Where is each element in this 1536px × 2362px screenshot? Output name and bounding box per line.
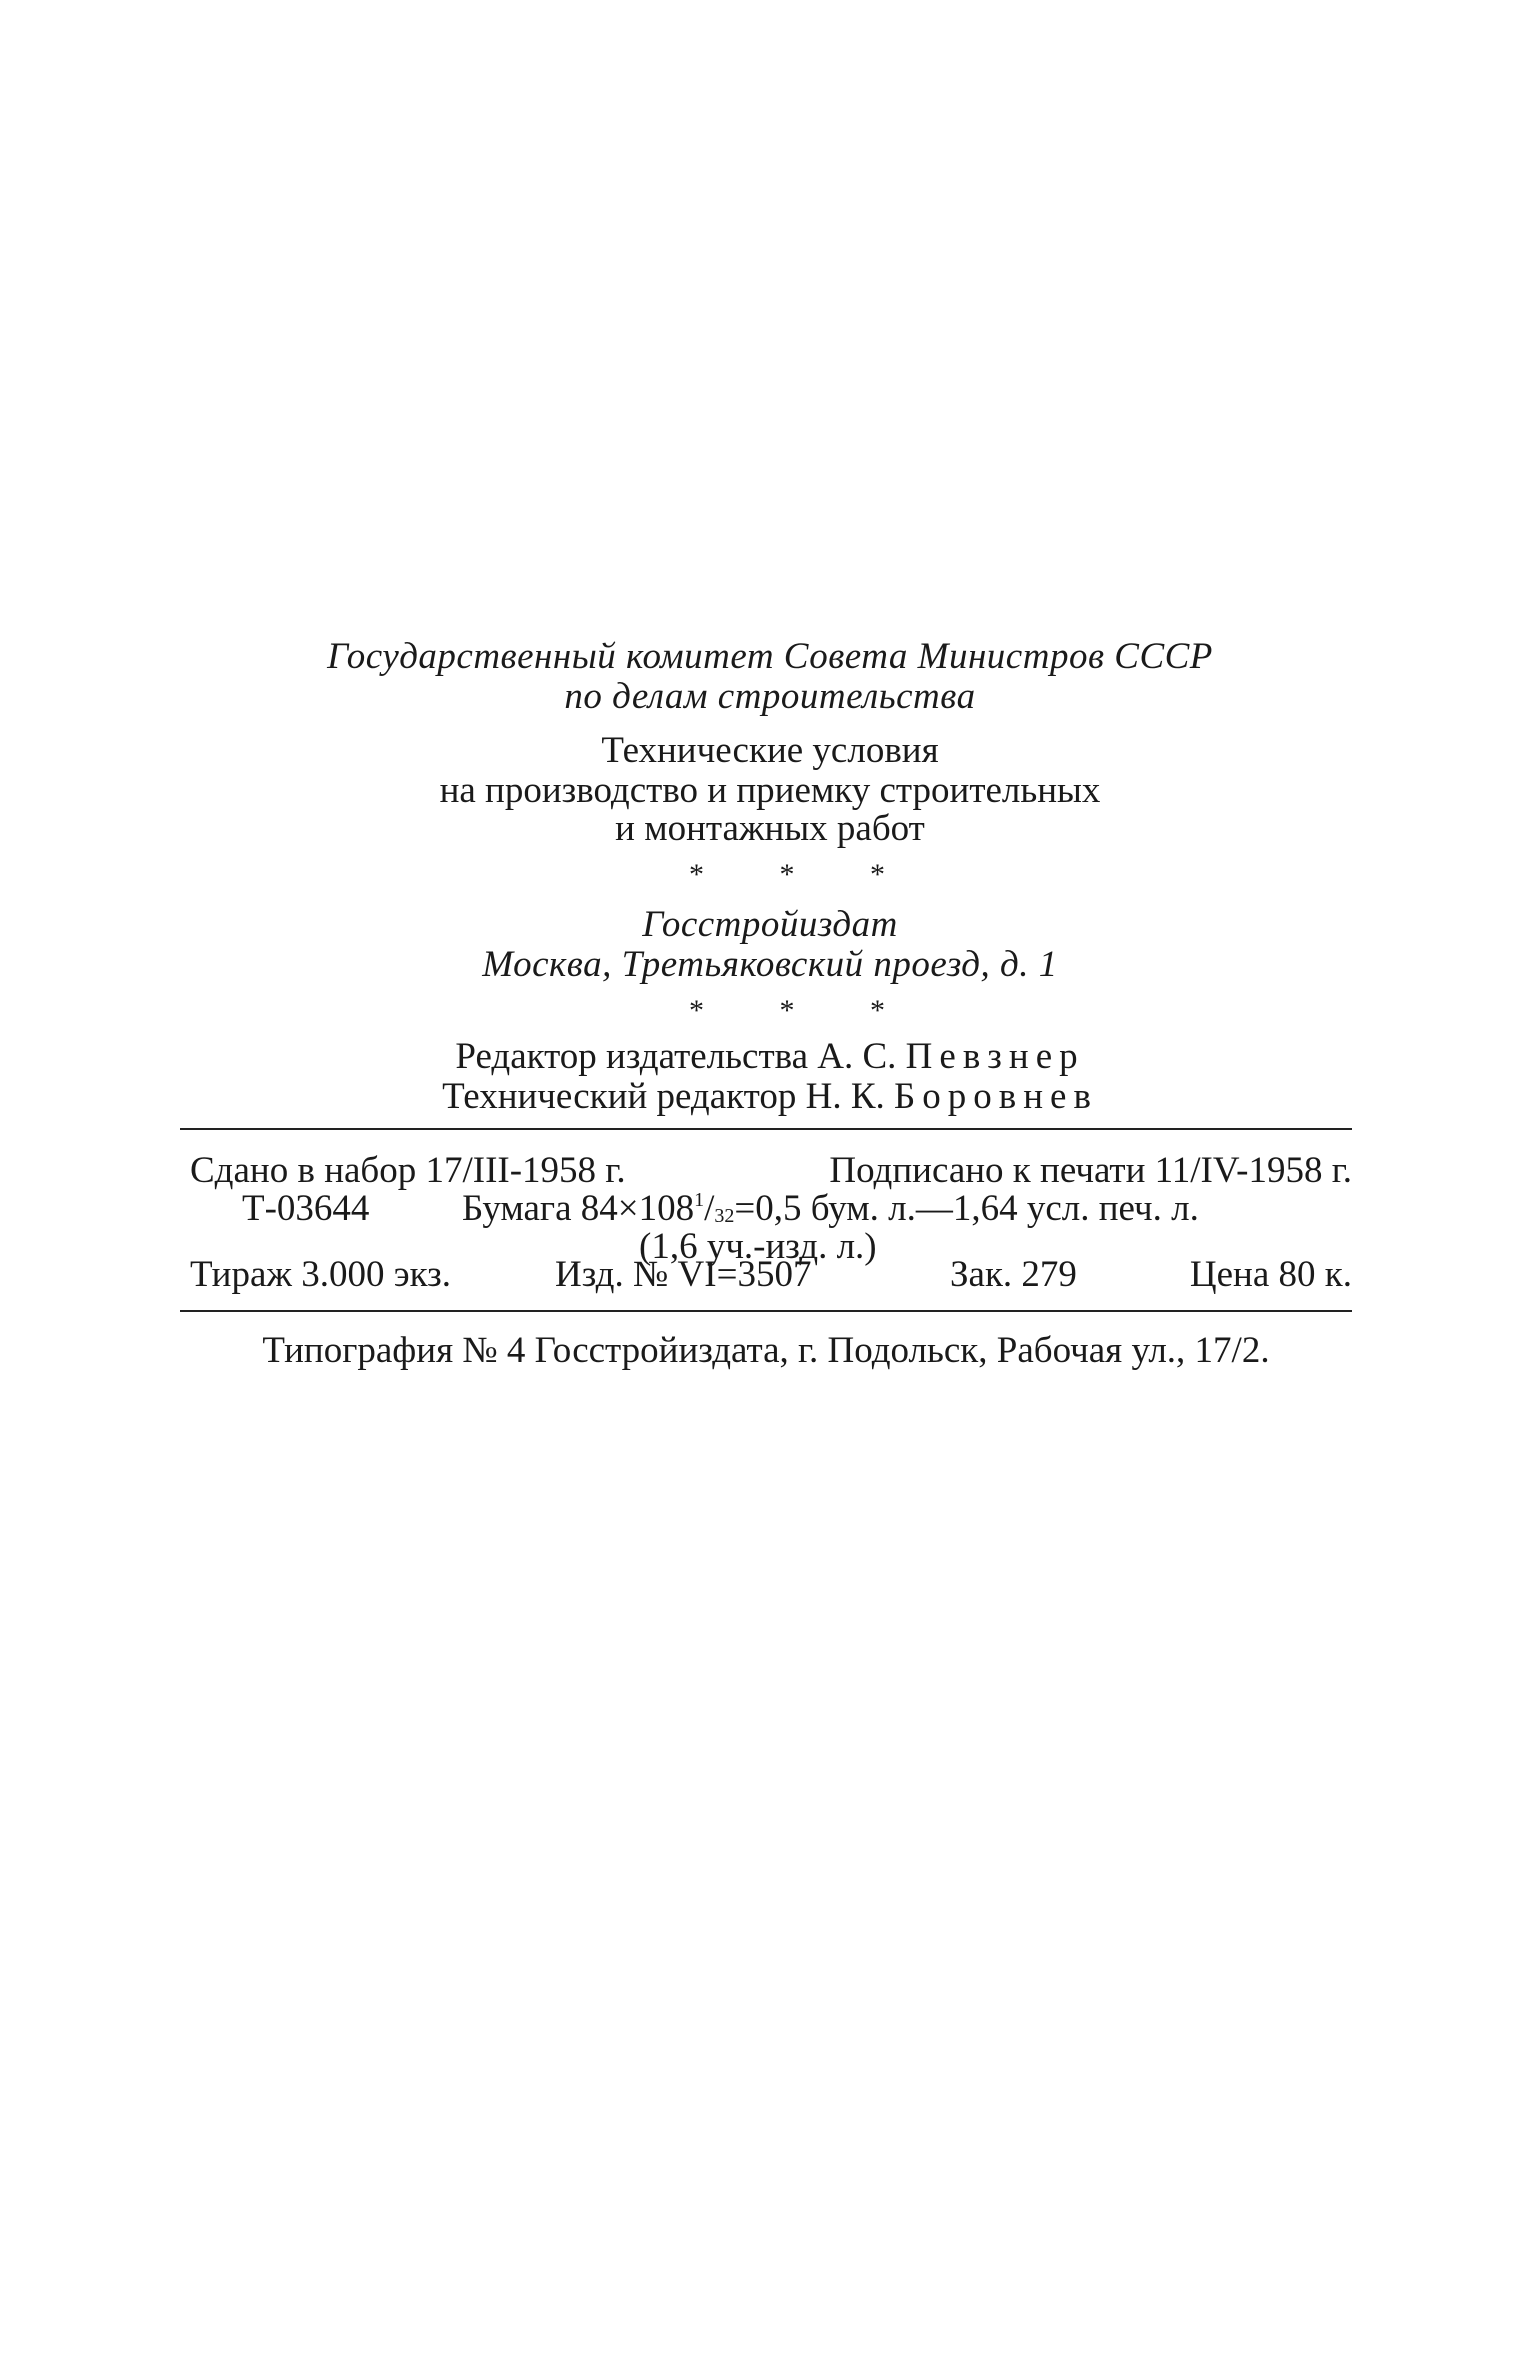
title-line-3: и монтажных работ bbox=[615, 808, 925, 849]
technical-editor-label: Технический редактор Н. К. bbox=[442, 1076, 885, 1117]
paper-format-suffix: =0,5 бум. л.—1,64 усл. печ. л. bbox=[734, 1188, 1199, 1229]
committee-line-1: Государственный комитет Совета Министров СССР bbox=[327, 636, 1213, 677]
print-row-1 bbox=[180, 1151, 1352, 1191]
paper-format-prefix: Бумага 84×108 bbox=[462, 1188, 695, 1229]
publication-code: Т-03644 bbox=[242, 1188, 370, 1229]
print-run: Тираж 3.000 экз. bbox=[190, 1254, 451, 1295]
publisher-address: Москва, Третьяковский проезд, д. 1 bbox=[482, 944, 1058, 985]
print-row-2 bbox=[180, 1189, 1352, 1229]
title-line-2: на производство и приемку строительных bbox=[439, 770, 1101, 811]
typeset-date: Сдано в набор 17/III-1958 г. bbox=[190, 1150, 626, 1191]
publishing-editor bbox=[180, 1037, 1360, 1077]
separator-stars-1: * * * bbox=[689, 858, 919, 891]
edition-number: Изд. № VI=3507 bbox=[555, 1254, 812, 1295]
publisher-name: Госстройиздат bbox=[642, 904, 898, 945]
publishing-editor-name: Певзнер bbox=[905, 1036, 1085, 1077]
technical-editor bbox=[180, 1077, 1360, 1117]
paper-format-fraction-top: 1 bbox=[694, 1189, 705, 1211]
divider-top bbox=[180, 1128, 1352, 1130]
signed-date: Подписано к печати 11/IV-1958 г. bbox=[829, 1150, 1352, 1191]
paper-format: Бумага $84\times 108^1/_{32}=0,5$ бум. л.—1,64 усл. печ. л. bbox=[462, 1188, 1199, 1229]
technical-editor-name: Боровнев bbox=[894, 1076, 1098, 1117]
divider-bottom bbox=[180, 1310, 1352, 1312]
publisher-sheets: (1,6 уч.-изд. л.) bbox=[639, 1226, 877, 1267]
publishing-editor-label: Редактор издательства А. С. bbox=[455, 1036, 897, 1077]
order-number: Зак. 279 bbox=[950, 1254, 1077, 1295]
separator-stars-2: * * * bbox=[689, 994, 919, 1027]
title-line-1: Технические условия bbox=[601, 730, 939, 771]
price: Цена 80 к. bbox=[1189, 1254, 1352, 1295]
committee-line-2: по делам строительства bbox=[564, 676, 976, 717]
paper-format-fraction-bottom: 32 bbox=[714, 1205, 735, 1227]
printer-line: Типография № 4 Госстройиздата, г. Подольск, Рабочая ул., 17/2. bbox=[262, 1330, 1270, 1371]
print-row-4 bbox=[180, 1255, 1352, 1295]
